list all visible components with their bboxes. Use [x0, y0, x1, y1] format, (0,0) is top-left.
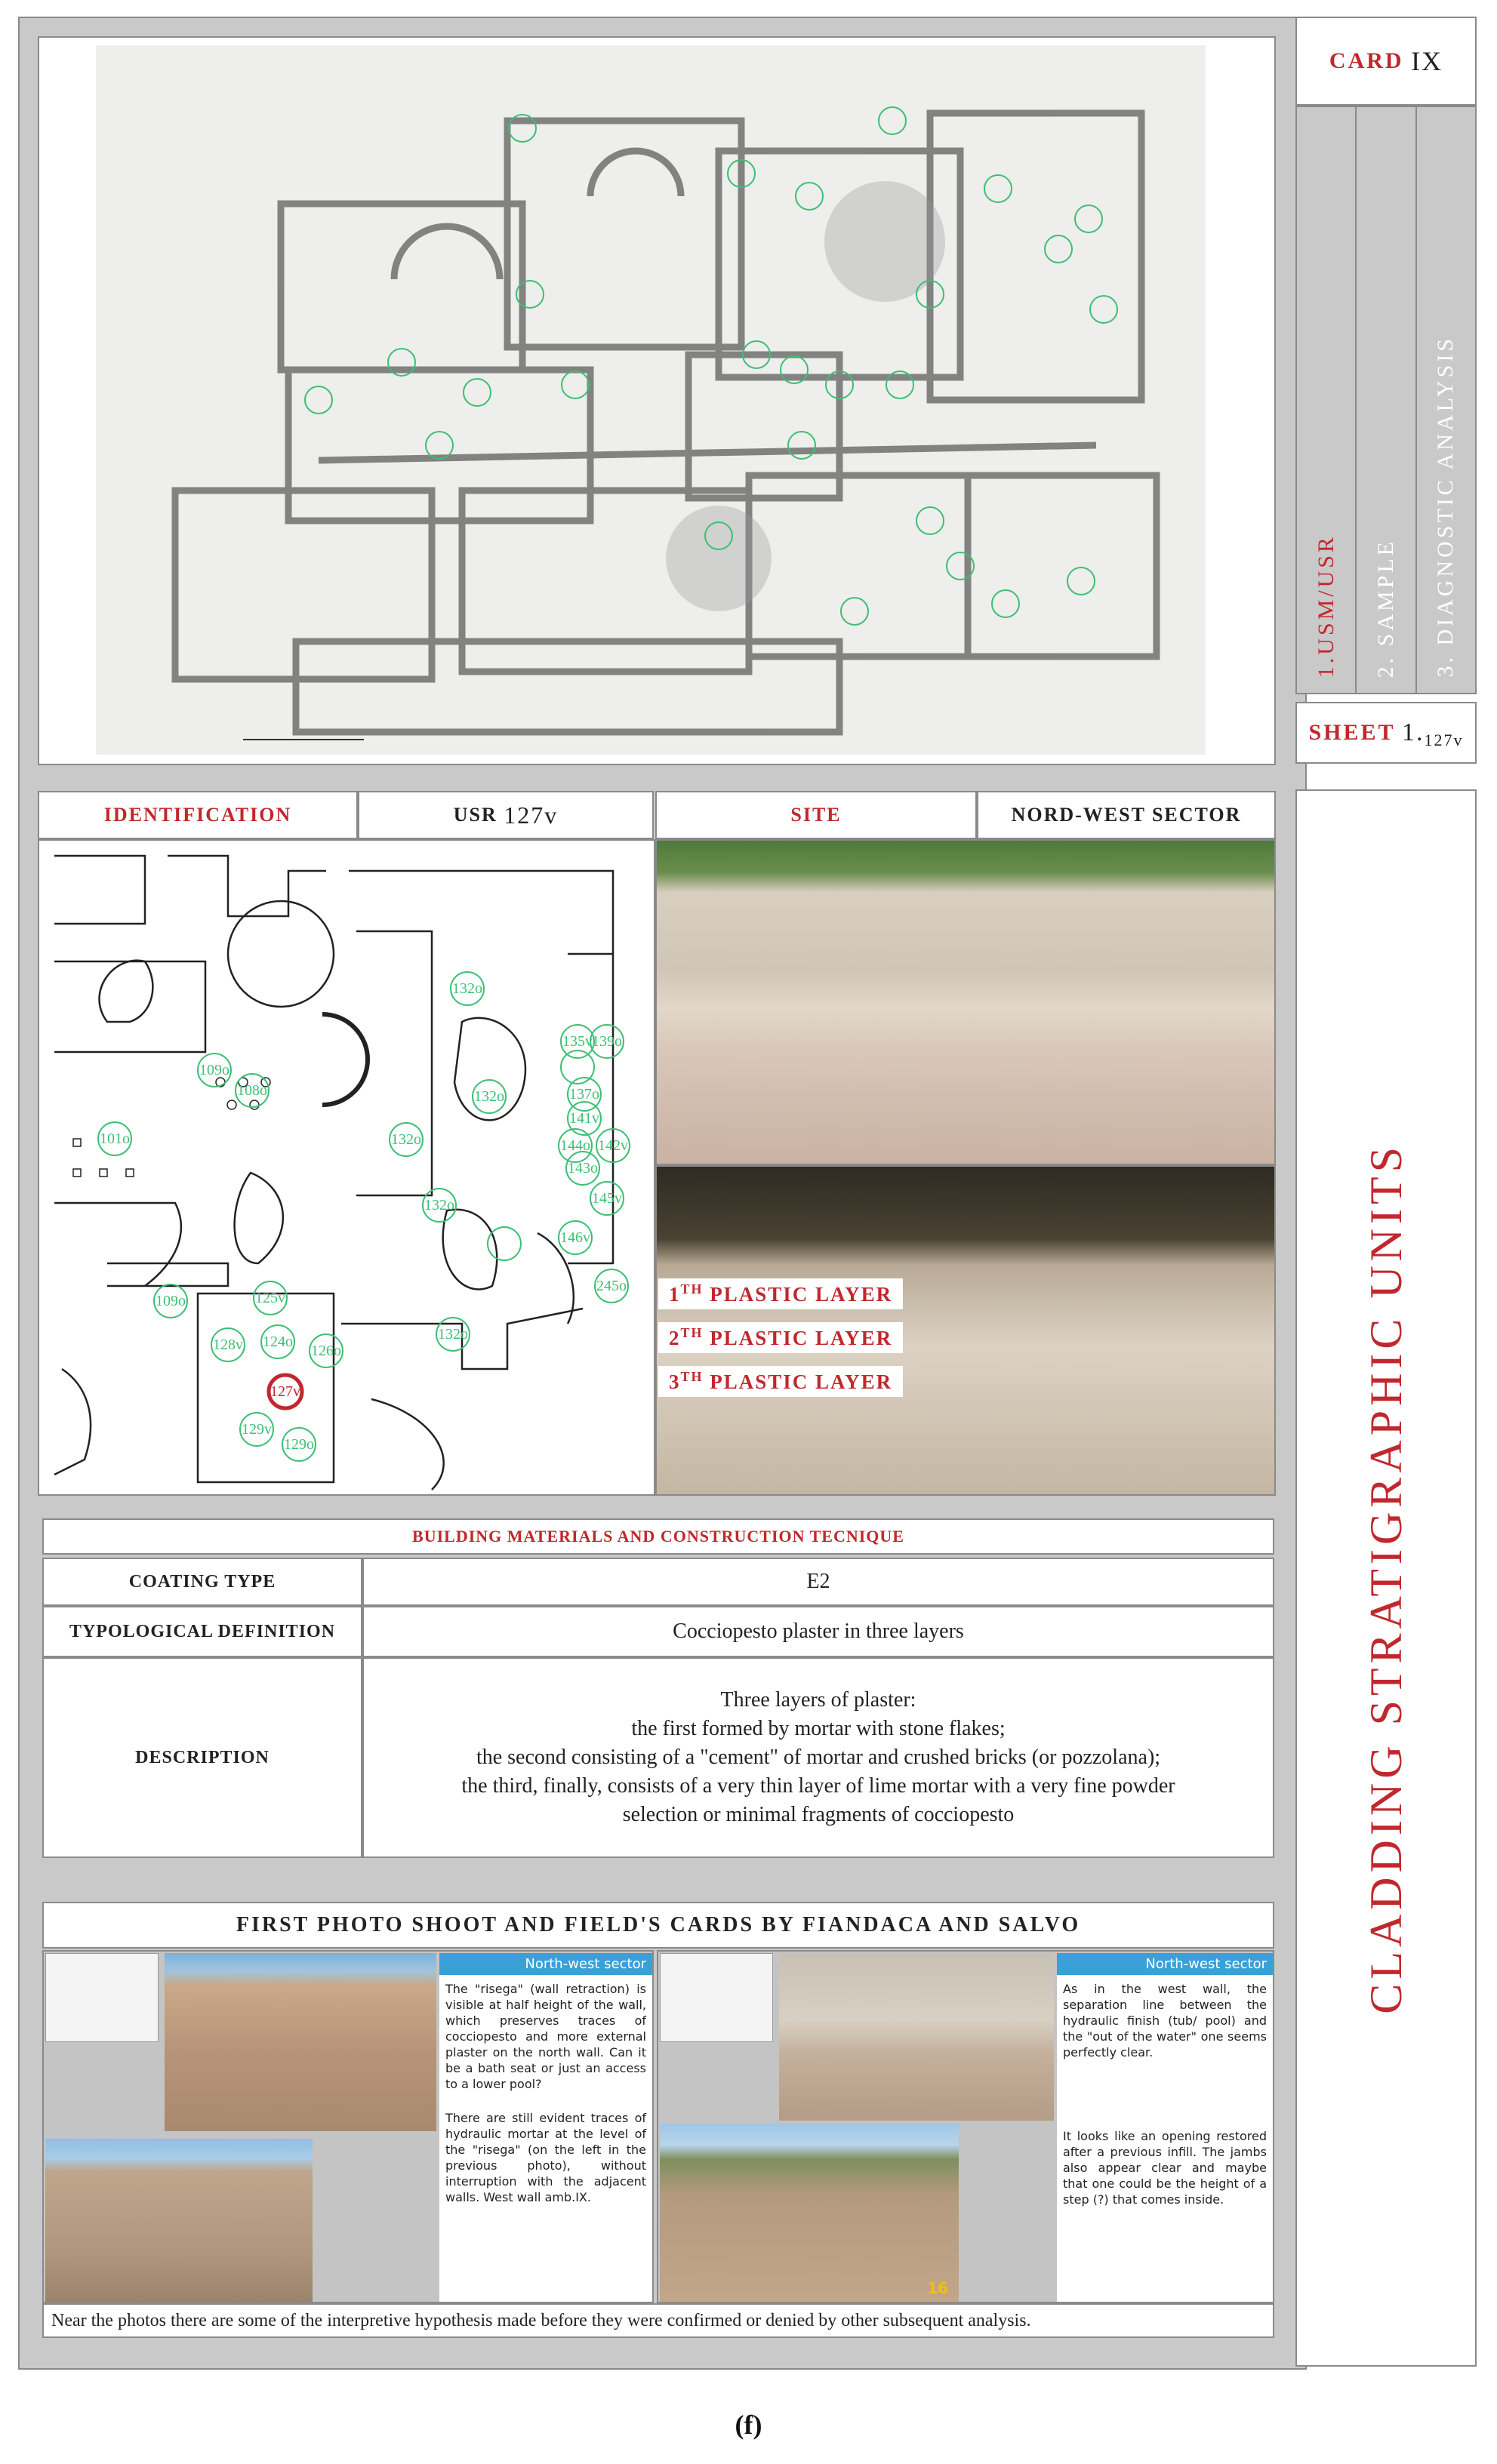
description-line: the third, finally, consists of a very thin layer of lime mortar with a very fine powder	[461, 1774, 1175, 1798]
field-photo-right-2	[660, 2124, 959, 2302]
field-photo-number: 16	[927, 2279, 948, 2297]
plan-label: 132o	[424, 1197, 454, 1214]
layer-text: PLASTIC LAYER	[710, 1283, 893, 1306]
plan-label: 132o	[438, 1326, 468, 1343]
field-card-left-note-2: There are still evident traces of hydraulic mortar at the level of the "risega" (on the left in the previous photo), without interruption with the adjacent walls. West wall amb.IX.	[445, 2111, 646, 2204]
identification-prefix: USR	[453, 804, 497, 826]
plan-label: 245o	[596, 1278, 627, 1294]
sheet-label: SHEET	[1308, 720, 1396, 745]
field-photo-right-1	[779, 1953, 1054, 2121]
plan-label-highlighted: 127v	[270, 1383, 300, 1400]
layer-text: PLASTIC LAYER	[710, 1327, 893, 1349]
sheet-number: 1.	[1402, 718, 1425, 746]
field-card-right-text	[1057, 1953, 1273, 2302]
layer-ordinal: 3	[669, 1370, 681, 1393]
plan-label: 108o	[237, 1082, 267, 1099]
mini-plan-thumbnail	[45, 1953, 159, 2042]
plan-label: 132o	[474, 1088, 504, 1105]
plan-label: 109o	[199, 1062, 229, 1078]
site-plan-panel	[38, 36, 1276, 765]
field-photo-left-2	[45, 2139, 313, 2302]
plan-label: 124o	[263, 1334, 293, 1350]
tab-diagnostic-analysis[interactable]	[1417, 107, 1475, 693]
site-photo-wall	[655, 839, 1276, 1165]
coating-type-value: E2	[362, 1558, 1274, 1606]
field-card-left-sector: North-west sector	[439, 1953, 652, 1975]
description-value	[362, 1657, 1274, 1858]
site-label: SITE	[655, 791, 977, 839]
plan-label: 146v	[560, 1229, 590, 1246]
plan-label: 132o	[452, 980, 482, 997]
plan-label: 129o	[284, 1436, 314, 1453]
layer-text: PLASTIC LAYER	[710, 1370, 893, 1393]
plan-label: 145v	[592, 1190, 622, 1207]
identification-value: 127v	[504, 801, 559, 829]
layer-label-2	[658, 1322, 903, 1353]
typological-definition-label: TYPOLOGICAL DEFINITION	[42, 1606, 362, 1657]
photo-section-footer: Near the photos there are some of the interpretive hypothesis made before they were confirmed or denied by other subsequent analysis.	[42, 2303, 1274, 2338]
plan-label: 135v	[562, 1033, 593, 1050]
plan-label: 126o	[311, 1343, 341, 1359]
description-line: the second consisting of a "cement" of mortar and crushed bricks (or pozzolana);	[476, 1746, 1161, 1769]
plan-detail-drawing	[39, 841, 654, 1494]
field-photo-left-1	[165, 1953, 436, 2131]
plan-label: 101o	[100, 1130, 130, 1147]
plan-label: 143o	[568, 1160, 598, 1177]
tab-diagnostic-number: 3.	[1433, 654, 1458, 678]
sheet-box	[1295, 702, 1477, 764]
plan-label: 139o	[592, 1033, 622, 1050]
layer-label-1	[658, 1278, 903, 1309]
identification-value-box	[358, 791, 654, 839]
plan-label: 128v	[213, 1337, 243, 1353]
mini-plan-thumbnail	[660, 1953, 773, 2042]
field-card-left-note-1: The "risega" (wall retraction) is visible at half height of the wall, which preserves traces of cocciopesto and more external plaster on the north wall. Can it be a bath seat or just an access to a lower pool?	[445, 1982, 646, 2091]
coating-type-label: COATING TYPE	[42, 1558, 362, 1606]
description-line: selection or minimal fragments of cocciopesto	[622, 1803, 1015, 1826]
tab-sample[interactable]	[1357, 107, 1416, 693]
card-number-box	[1295, 17, 1477, 106]
site-value: NORD-WEST SECTOR	[977, 791, 1276, 839]
field-card-left-text	[439, 1953, 652, 2302]
card-label: CARD	[1329, 48, 1404, 73]
identification-label: IDENTIFICATION	[38, 791, 358, 839]
field-card-right-sector: North-west sector	[1057, 1953, 1273, 1975]
card-number: IX	[1411, 46, 1443, 76]
description-line: the first formed by mortar with stone flakes;	[631, 1717, 1006, 1740]
plan-label: 142v	[598, 1137, 628, 1154]
layer-label-3	[658, 1366, 903, 1397]
description-label: DESCRIPTION	[42, 1657, 362, 1858]
layer-ordinal-suffix: TH	[680, 1281, 704, 1297]
plan-label: 109o	[156, 1293, 186, 1309]
photo-section-heading: FIRST PHOTO SHOOT AND FIELD'S CARDS BY FIANDACA AND SALVO	[42, 1902, 1274, 1949]
plan-label: 137o	[569, 1086, 599, 1103]
plan-label: 132o	[391, 1131, 421, 1148]
field-card-left	[42, 1950, 654, 2303]
plan-label: 129v	[242, 1421, 272, 1438]
plan-label: 144o	[560, 1137, 590, 1154]
layer-ordinal: 1	[669, 1283, 681, 1306]
field-card-right	[657, 1950, 1274, 2303]
tab-sample-label: SAMPLE	[1372, 538, 1398, 646]
site-plan-drawing	[39, 38, 1274, 764]
description-line: Three layers of plaster:	[720, 1688, 916, 1712]
tab-usm-usr-label: USM/USR	[1313, 534, 1338, 655]
layer-ordinal: 2	[669, 1327, 681, 1349]
layer-ordinal-suffix: TH	[680, 1325, 704, 1340]
tab-sample-number: 2.	[1372, 654, 1398, 678]
sheet-subnumber: 127v	[1424, 731, 1464, 749]
side-title-panel	[1295, 789, 1477, 2367]
plan-label: 141v	[569, 1110, 599, 1127]
layer-ordinal-suffix: TH	[680, 1369, 704, 1384]
materials-heading: BUILDING MATERIALS AND CONSTRUCTION TECNIQUE	[42, 1518, 1274, 1555]
plan-detail-panel	[38, 839, 655, 1496]
tab-usm-usr[interactable]	[1297, 107, 1357, 693]
side-title: CLADDING STRATIGRAPHIC UNITS	[1360, 1142, 1411, 2014]
field-card-right-note-1: As in the west wall, the separation line between the hydraulic finish (tub/ pool) and the "out of the water" one seems perfectly clear.	[1063, 1982, 1267, 2059]
section-tabs	[1295, 106, 1477, 694]
typological-definition-value: Cocciopesto plaster in three layers	[362, 1606, 1274, 1657]
field-card-right-note-2: It looks like an opening restored after a previous infill. The jambs also appear clear and maybe that one could be the height of a step (?) that comes inside.	[1063, 2129, 1267, 2207]
tab-usm-usr-number: 1.	[1313, 654, 1338, 678]
figure-caption: (f)	[735, 2410, 762, 2440]
plan-label: 125v	[255, 1290, 285, 1306]
site-photo-layers	[655, 1165, 1276, 1496]
tab-diagnostic-label: DIAGNOSTIC ANALYSIS	[1433, 336, 1458, 646]
